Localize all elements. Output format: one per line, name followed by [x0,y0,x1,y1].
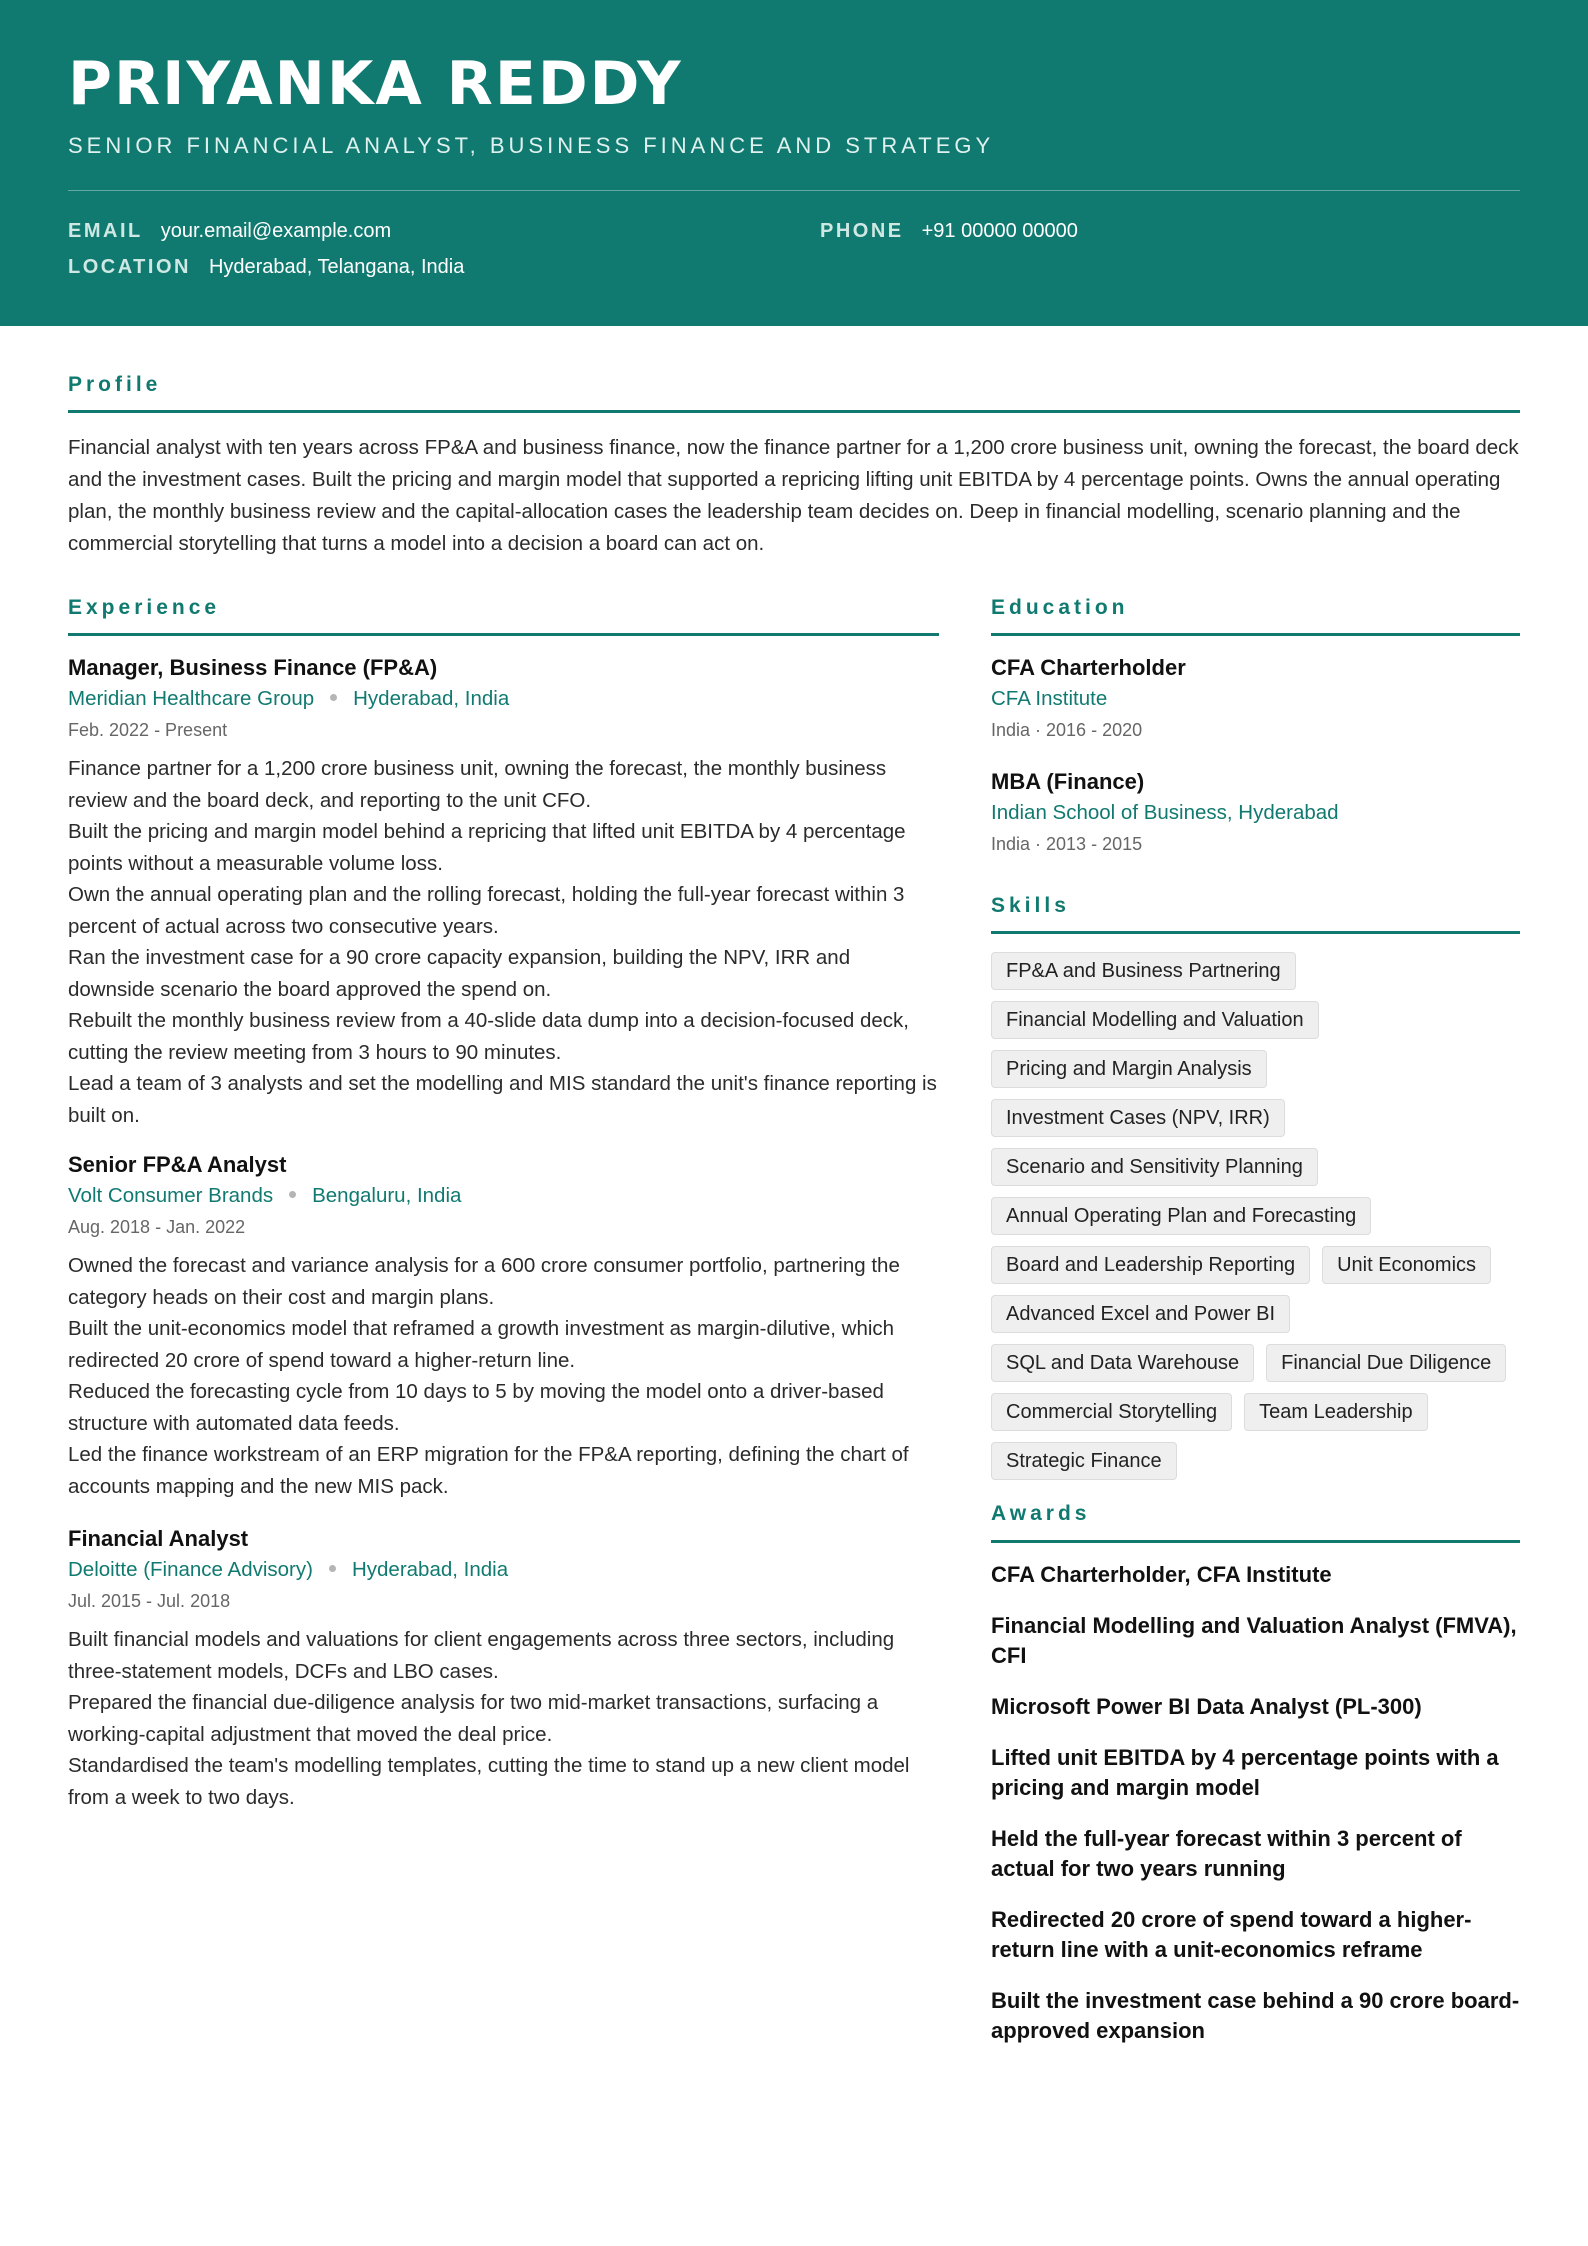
job-company: Deloitte (Finance Advisory) [68,1558,313,1581]
job-bullet: Own the annual operating plan and the rolling forecast, holding the full-year forecast within 3 percent of actual across two consecutive years. [68,883,905,938]
job-dates: Aug. 2018 - Jan. 2022 [68,1217,246,1237]
job-meta [68,1554,938,1586]
award-item: Held the full-year forecast within 3 percent of actual for two years running [991,1826,1462,1881]
job-company: Volt Consumer Brands [68,1184,274,1207]
job-title: Manager, Business Finance (FP&A) [68,655,438,680]
job-meta [68,1180,938,1212]
email-value[interactable]: your.email@example.com [160,220,392,242]
contact-location [68,254,464,280]
skill-chip: Financial Due Diligence [1266,1344,1506,1382]
job-meta [68,683,938,715]
skill-chip: Annual Operating Plan and Forecasting [991,1197,1371,1235]
award-item: Microsoft Power BI Data Analyst (PL-300) [991,1694,1422,1719]
education-school: CFA Institute [991,687,1108,710]
skill-chip: Pricing and Margin Analysis [991,1050,1267,1088]
location-label: LOCATION [68,256,191,278]
separator-dot [329,1565,336,1572]
profile-summary: Financial analyst with ten years across FP&A and business finance, now the finance partner for a 1,200 crore business unit, owning the forecast, the board deck and the investment cases. Built the pricing and margin model that supported a repricing lifting unit EBITDA by 4 percentage points. Owns the annual operating plan, the monthly business review and the capital-allocation cases the leadership team decides on. Deep in financial modelling, scenario planning and the commercial storytelling that turns a model into a decision a board can act on. [68,436,1519,555]
job-bullet: Built the pricing and margin model behind a repricing that lifted unit EBITDA by 4 percentage points without a measurable volume loss. [68,820,906,875]
experience-section-title: Experience [68,596,221,619]
candidate-headline: SENIOR FINANCIAL ANALYST, BUSINESS FINANCE AND STRATEGY [68,133,995,158]
skills-list [991,952,1531,1491]
job-bullet: Finance partner for a 1,200 crore business unit, owning the forecast, the monthly business review and the board deck, and reporting to the unit CFO. [68,757,887,812]
phone-value[interactable]: +91 00000 00000 [921,220,1078,242]
job-location: Hyderabad, India [353,687,510,710]
header-divider [68,190,1520,191]
skill-chip: Scenario and Sensitivity Planning [991,1148,1318,1186]
skill-chip: Strategic Finance [991,1442,1177,1480]
email-label: EMAIL [68,220,143,242]
education-details: India · 2016 - 2020 [991,720,1143,740]
profile-section-title: Profile [68,373,162,396]
candidate-name: PRIYANKA REDDY [68,49,683,119]
job-location: Hyderabad, India [351,1558,509,1581]
job-bullet: Prepared the financial due-diligence analysis for two mid-market transactions, surfacing a working-capital adjustment that moved the deal price. [68,1691,879,1746]
education-entry [991,767,1521,859]
job-bullet: Led the finance workstream of an ERP migration for the FP&A reporting, defining the chart of accounts mapping and the new MIS pack. [68,1443,909,1498]
education-details: India · 2013 - 2015 [991,834,1143,854]
education-divider [991,633,1520,636]
education-degree: CFA Charterholder [991,655,1186,680]
award-item: Redirected 20 crore of spend toward a higher-return line with a unit-economics reframe [991,1907,1472,1962]
contact-phone [820,218,1078,244]
separator-dot [289,1191,296,1198]
skill-chip: Commercial Storytelling [991,1393,1232,1431]
award-item: Built the investment case behind a 90 crore board-approved expansion [991,1988,1520,2043]
contact-email [68,218,391,244]
job-bullet: Rebuilt the monthly business review from a 40-slide data dump into a decision-focused deck, cutting the review meeting from 3 hours to 90 minutes. [68,1009,909,1064]
skill-chip: FP&A and Business Partnering [991,952,1296,990]
awards-section-title: Awards [991,1502,1091,1525]
skill-chip: Team Leadership [1244,1393,1427,1431]
job-bullet: Built financial models and valuations for client engagements across three sectors, including three-statement models, DCFs and LBO cases. [68,1628,895,1683]
award-item: CFA Charterholder, CFA Institute [991,1562,1332,1587]
job-bullet: Owned the forecast and variance analysis for a 600 crore consumer portfolio, partnering the category heads on their cost and margin plans. [68,1254,900,1309]
awards-list [991,1560,1531,2067]
award-item: Financial Modelling and Valuation Analyst (FMVA), CFI [991,1613,1517,1668]
job-bullet: Ran the investment case for a 90 crore capacity expansion, building the NPV, IRR and downside scenario the board approved the spend on. [68,946,851,1001]
skill-chip: SQL and Data Warehouse [991,1344,1254,1382]
job-title: Senior FP&A Analyst [68,1152,287,1177]
awards-divider [991,1540,1520,1543]
education-degree: MBA (Finance) [991,769,1145,794]
separator-dot [330,694,337,701]
profile-divider [68,410,1520,413]
job-bullet: Built the unit-economics model that reframed a growth investment as margin-dilutive, which redirected 20 crore of spend toward a higher-return line. [68,1317,895,1372]
job-entry [68,1150,938,1502]
experience-divider [68,633,939,636]
header-banner [0,0,1588,326]
education-entry [991,653,1521,745]
job-location: Bengaluru, India [312,1184,462,1207]
job-title: Financial Analyst [68,1526,249,1551]
phone-label: PHONE [820,220,904,242]
job-bullets [68,753,938,1131]
job-entry [68,1524,938,1813]
education-section-title: Education [991,596,1129,619]
location-value: Hyderabad, Telangana, India [208,256,465,278]
skill-chip: Investment Cases (NPV, IRR) [991,1099,1285,1137]
skill-chip: Financial Modelling and Valuation [991,1001,1319,1039]
skill-chip: Board and Leadership Reporting [991,1246,1310,1284]
job-bullet: Lead a team of 3 analysts and set the modelling and MIS standard the unit's finance reporting is built on. [68,1072,937,1127]
job-company: Meridian Healthcare Group [68,687,315,710]
skill-chip: Unit Economics [1322,1246,1491,1284]
job-dates: Feb. 2022 - Present [68,720,228,740]
job-bullet: Standardised the team's modelling templates, cutting the time to stand up a new client model from a week to two days. [68,1754,910,1809]
award-item: Lifted unit EBITDA by 4 percentage points with a pricing and margin model [991,1745,1499,1800]
skill-chip: Advanced Excel and Power BI [991,1295,1290,1333]
job-bullets [68,1250,938,1502]
skills-section-title: Skills [991,894,1070,917]
job-entry [68,653,938,1131]
job-bullet: Reduced the forecasting cycle from 10 days to 5 by moving the model onto a driver-based structure with automated data feeds. [68,1380,884,1435]
job-bullets [68,1624,938,1813]
job-dates: Jul. 2015 - Jul. 2018 [68,1591,231,1611]
skills-divider [991,931,1520,934]
education-school: Indian School of Business, Hyderabad [991,801,1339,824]
